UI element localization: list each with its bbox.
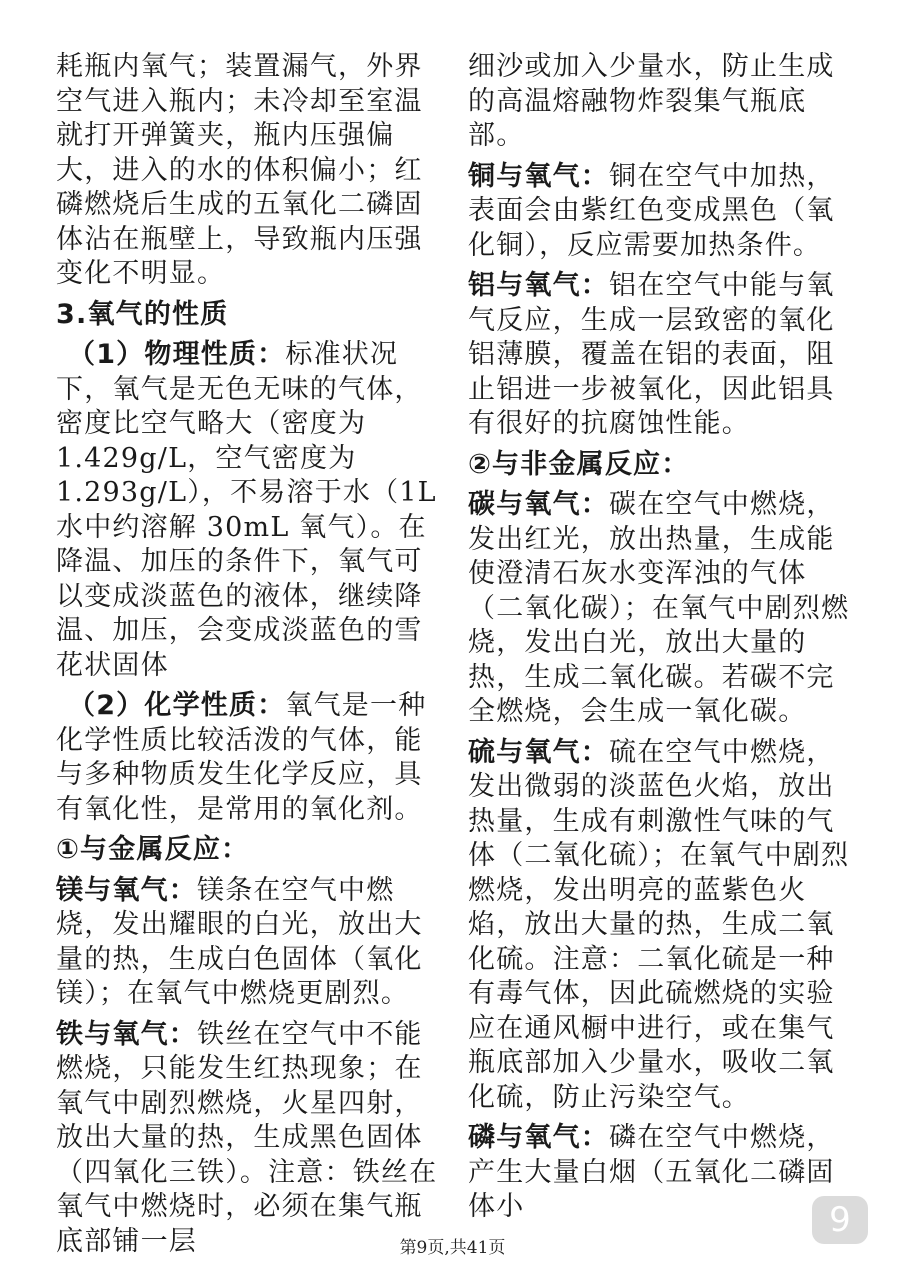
right-column bbox=[468, 50, 853, 1225]
carbon-label: 碳与氧气： bbox=[468, 489, 609, 520]
physical-properties-text: 标准状况下，氧气是无色无味的气体，密度比空气略大（密度为 1.429g/L，空气密度为 1.293g/L），不易溶于水（1L 水中约溶解 30mL 氧气）。在降温、加压的条件下，氧气可以变成淡蓝色的液体，继续降温、加压，会变成淡蓝色的雪花状固体 bbox=[56, 339, 437, 681]
iron-text: 铁丝在空气中不能燃烧，只能发生红热现象；在氧气中剧烈燃烧，火星四射，放出大量的热，生成黑色固体（四氧化三铁）。注意：铁丝在氧气中燃烧时，必须在集气瓶底部铺一层 bbox=[56, 1018, 438, 1257]
chemical-properties-text: 氧气是一种化学性质比较活泼的气体，能与多种物质发生化学反应，具有氧化性，是常用的氧化剂。 bbox=[56, 690, 427, 825]
magnesium-label: 镁与氧气： bbox=[56, 874, 197, 906]
chemical-properties-label: （2）化学性质： bbox=[68, 690, 286, 721]
left-column bbox=[56, 50, 441, 1259]
iron-label: 铁与氧气： bbox=[56, 1018, 197, 1050]
sulfur-text: 硫在空气中燃烧，发出微弱的淡蓝色火焰，放出热量，生成有刺激性气味的气体（二氧化硫）；在氧气中剧烈燃烧，发出明亮的蓝紫色火焰，放出大量的热，生成二氧化硫。注意：二氧化硫是一种有毒气体，因此硫燃烧的实验应在通风橱中进行，或在集气瓶底部加入少量水，吸收二氧化硫，防止污染空气。 bbox=[468, 736, 850, 1113]
paragraph-chemical-properties bbox=[56, 689, 441, 827]
subheading-metal-reactions: ①与金属反应： bbox=[56, 834, 250, 865]
paragraph-error-analysis: 耗瓶内氧气；装置漏气，外界空气进入瓶内；未冷却至室温就打开弹簧夹，瓶内压强偏大，进入的水的体积偏小；红磷燃烧后生成的五氧化二磷固体沾在瓶壁上，导致瓶内压强变化不明显。 bbox=[56, 51, 423, 289]
magnesium-text: 镁条在空气中燃烧，发出耀眼的白光，放出大量的热，生成白色固体（氧化镁）；在氧气中燃烧更剧烈。 bbox=[56, 874, 423, 1009]
paragraph-magnesium bbox=[56, 874, 441, 1012]
phosphorus-text: 磷在空气中燃烧，产生大量白烟（五氧化二磷固体小 bbox=[468, 1122, 835, 1222]
subheading-nonmetal-reactions: ②与非金属反应： bbox=[468, 448, 690, 480]
copper-label: 铜与氧气： bbox=[468, 160, 609, 192]
page-footer: 第9页,共41页 bbox=[399, 1238, 506, 1258]
carbon-text: 碳在空气中燃烧，发出红光，放出热量，生成能使澄清石灰水变浑浊的气体（二氧化碳）；在氧气中剧烈燃烧，发出白光，放出大量的热，生成二氧化碳。若碳不完全燃烧，会生成一氧化碳。 bbox=[468, 489, 850, 727]
aluminum-label: 铝与氧气： bbox=[468, 270, 609, 301]
physical-properties-label: （1）物理性质： bbox=[68, 339, 286, 370]
paragraph-phosphorus bbox=[468, 1121, 853, 1225]
aluminum-text: 铝在空气中能与氧气反应，生成一层致密的氧化铝薄膜，覆盖在铝的表面，阻止铝进一步被氧化，因此铝具有很好的抗腐蚀性能。 bbox=[468, 270, 835, 439]
paragraph-iron-continued: 细沙或加入少量水，防止生成的高温熔融物炸裂集气瓶底部。 bbox=[468, 51, 835, 151]
paragraph-aluminum bbox=[468, 269, 853, 442]
page-number-badge: 9 bbox=[812, 1196, 868, 1244]
phosphorus-label: 磷与氧气： bbox=[468, 1122, 609, 1153]
paragraph-copper bbox=[468, 160, 853, 264]
copper-text: 铜在空气中加热，表面会由紫红色变成黑色（氧化铜），反应需要加热条件。 bbox=[468, 160, 835, 261]
paragraph-iron bbox=[56, 1018, 441, 1260]
paragraph-carbon bbox=[468, 488, 853, 730]
sulfur-label: 硫与氧气： bbox=[468, 736, 609, 768]
paragraph-physical-properties bbox=[56, 338, 441, 683]
paragraph-sulfur bbox=[468, 736, 853, 1116]
section-heading-oxygen-properties: 3.氧气的性质 bbox=[56, 298, 229, 330]
